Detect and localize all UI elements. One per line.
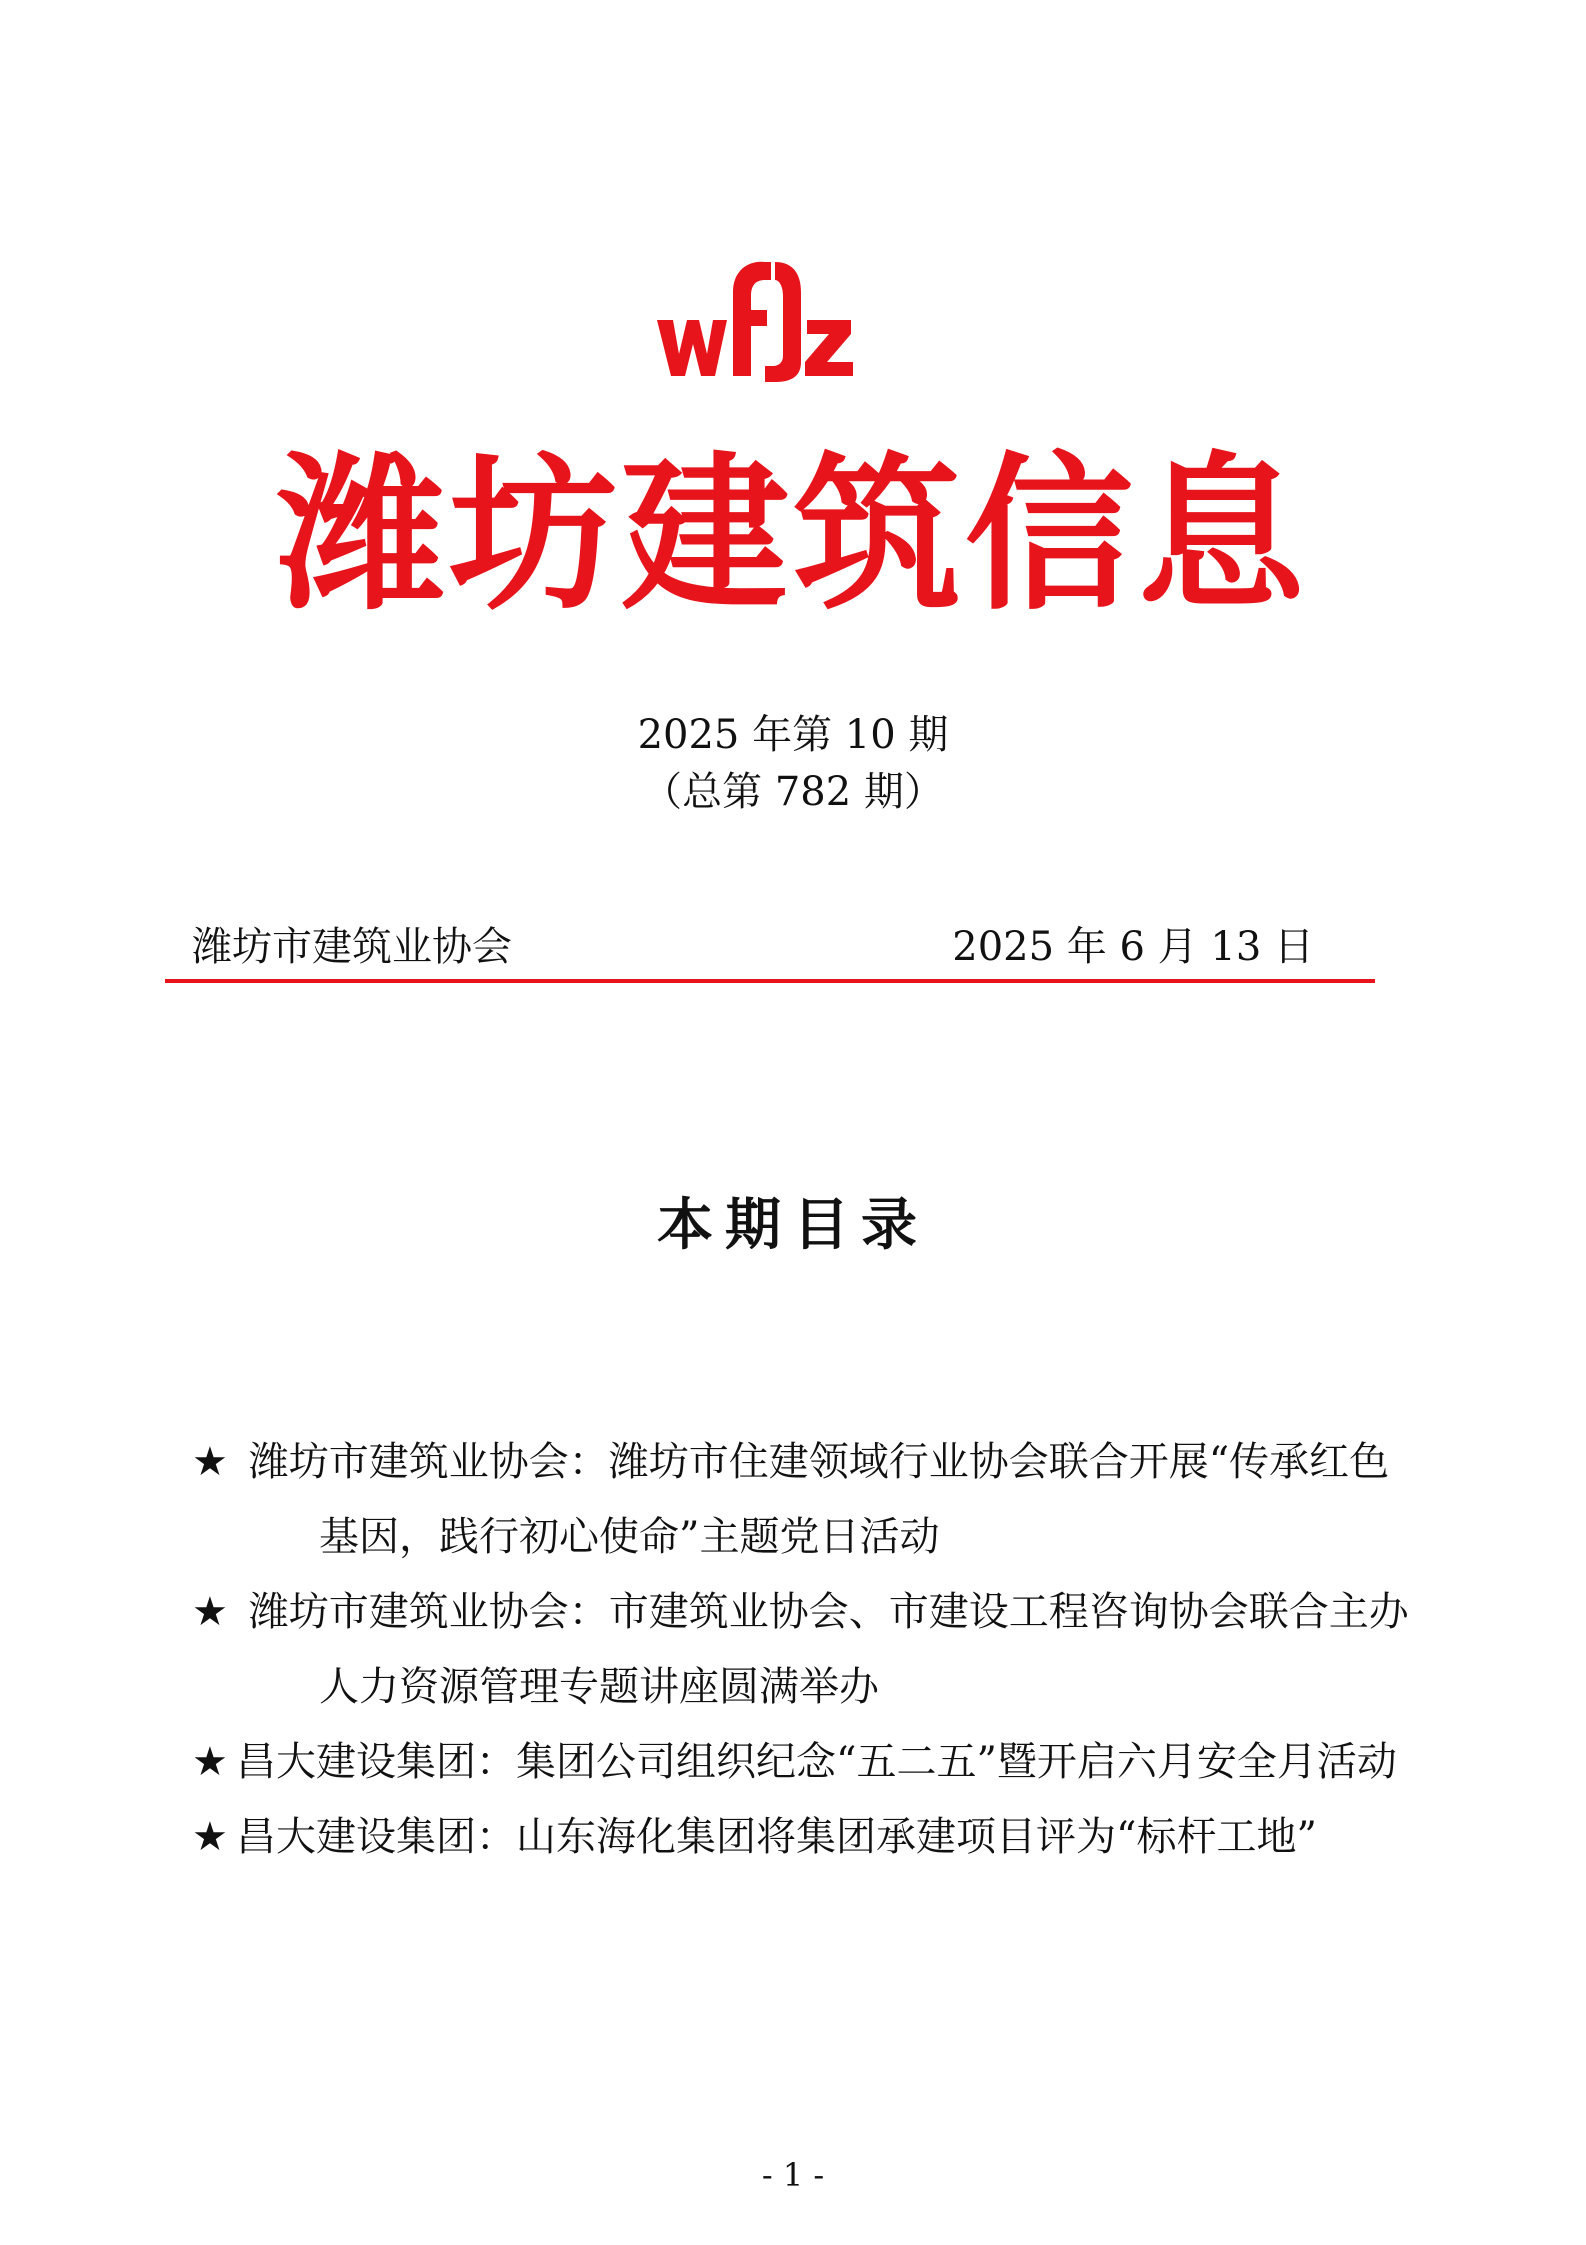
wfjz-logo [655,258,855,383]
toc-title: 本期目录 [657,1192,929,1258]
issue-number: 2025 年第 10 期 [637,712,949,758]
header-divider [165,979,1375,983]
star-icon: ★ [192,1589,228,1635]
toc-item-text: 潍坊市建筑业协会：市建筑业协会、市建设工程咨询协会联合主办人力资源管理专题讲座圆满举办 [236,1589,1409,1710]
toc-item [192,1800,1412,1875]
masthead-title: 潍坊建筑信息 [277,437,1309,633]
toc-item-text: 昌大建设集团：山东海化集团将集团承建项目评为“标杆工地” [236,1814,1317,1860]
toc-item [192,1575,1412,1725]
toc-item [192,1725,1412,1800]
publisher-name: 潍坊市建筑业协会 [192,924,512,970]
star-icon: ★ [192,1814,228,1860]
toc-item-text: 昌大建设集团：集团公司组织纪念“五二五”暨开启六月安全月活动 [236,1739,1397,1785]
star-icon: ★ [192,1739,228,1785]
toc-item [192,1425,1412,1575]
star-icon: ★ [192,1439,228,1485]
page-number: - 1 - [761,2156,825,2194]
toc-list [192,1425,1412,1875]
issue-total-number: （总第 782 期） [642,769,944,815]
toc-item-text: 潍坊市建筑业协会：潍坊市住建领域行业协会联合开展“传承红色基因，践行初心使命”主题党日活动 [236,1439,1390,1560]
publish-date: 2025 年 6 月 13 日 [952,924,1314,970]
